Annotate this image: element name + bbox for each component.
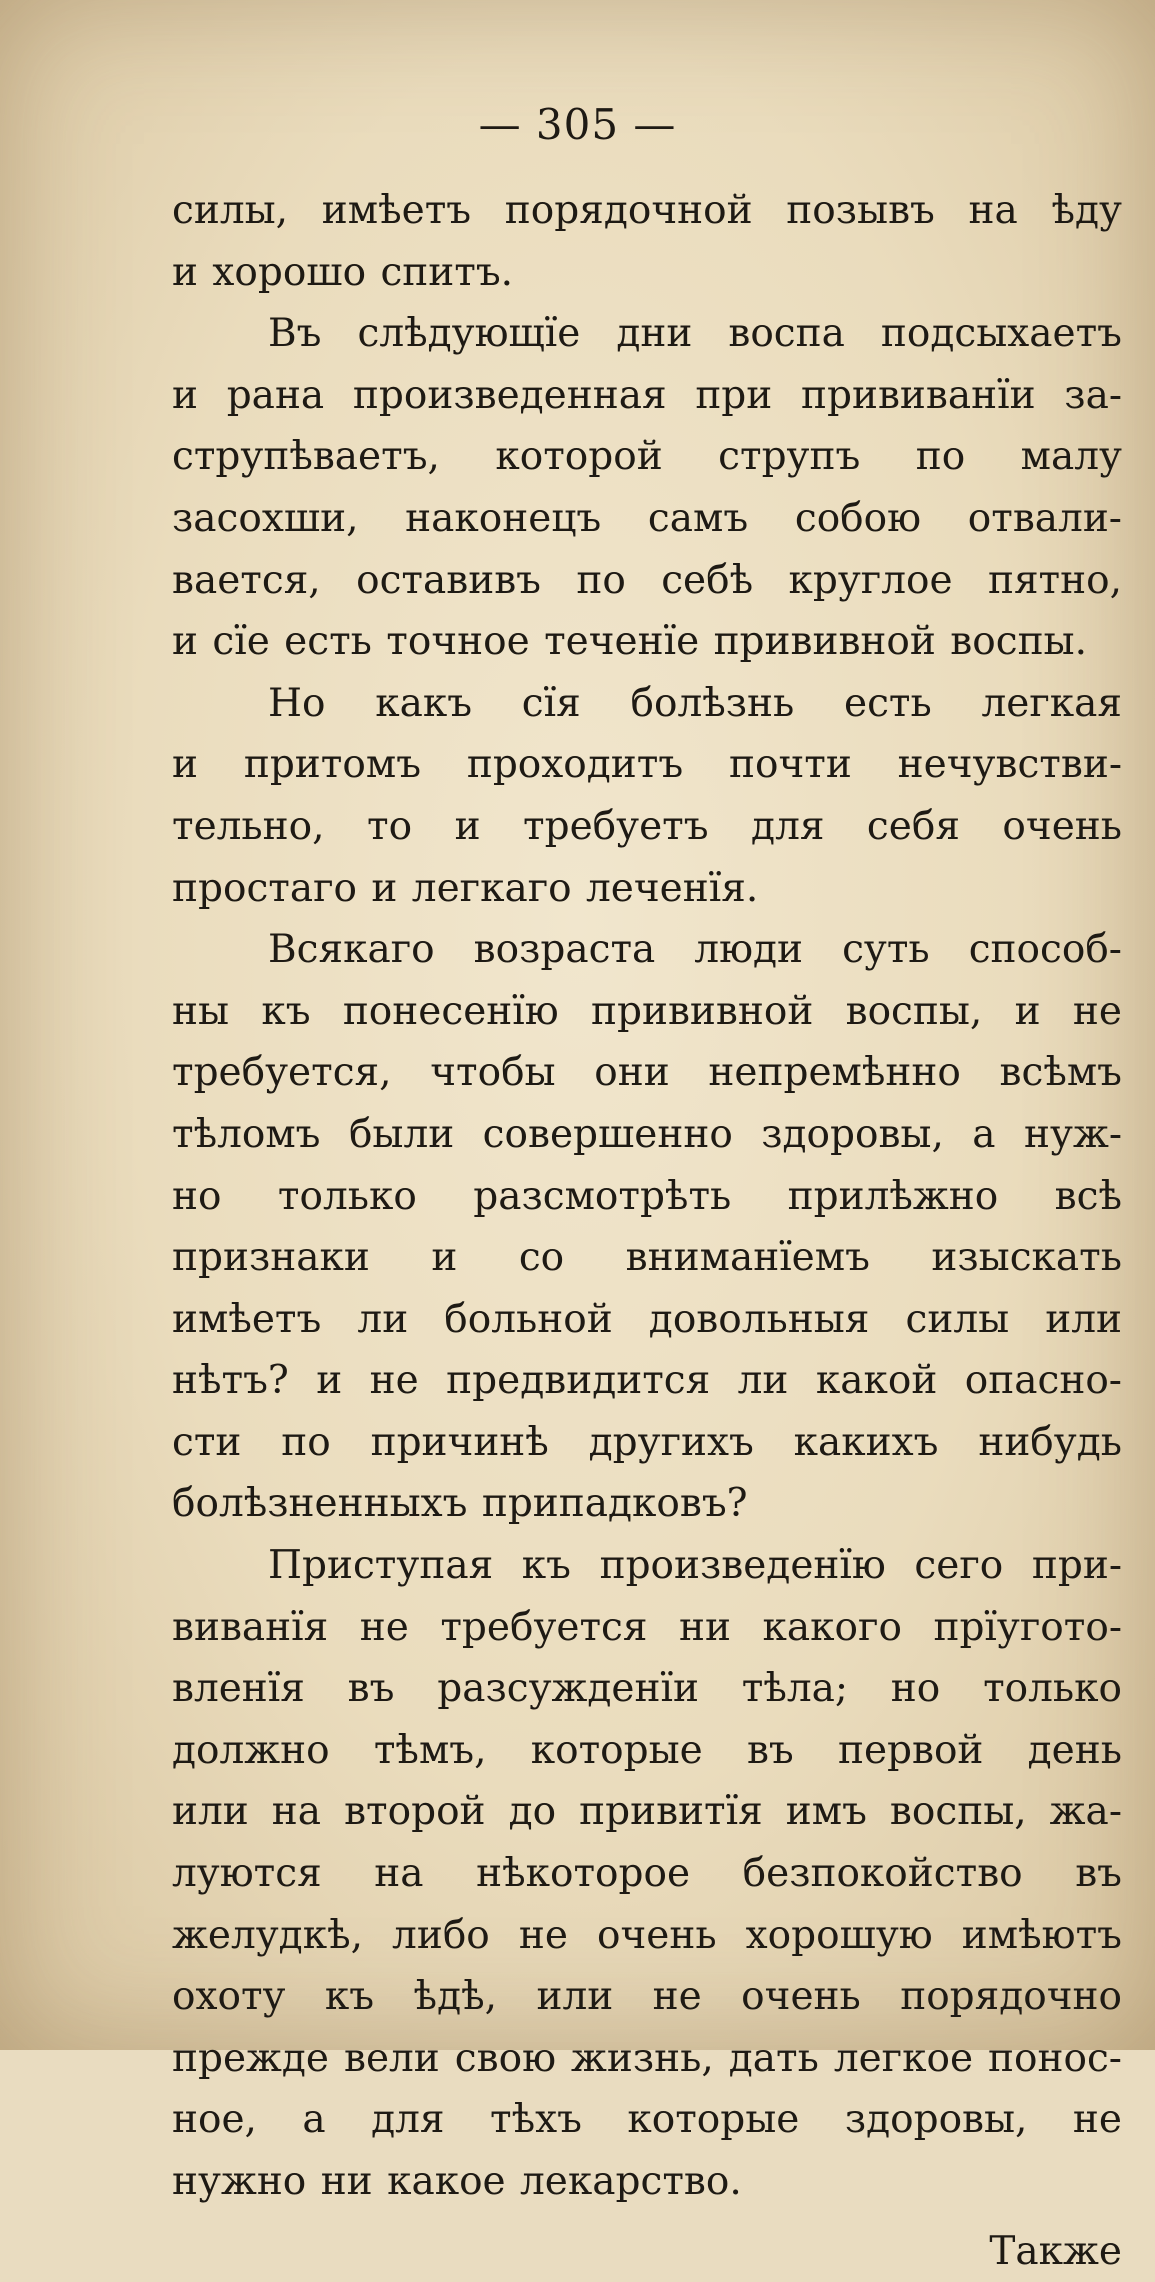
- text-line: виванїя не требуется ни какого прїугото-: [172, 1604, 1122, 1650]
- text-line: вленїя въ разсужденїи тѣла; но только: [172, 1666, 1122, 1712]
- text-line: и притомъ проходитъ почти нечувстви-: [172, 742, 1122, 788]
- text-line: но только разсмотрѣть прилѣжно всѣ: [172, 1173, 1122, 1219]
- text-line: силы, имѣетъ порядочной позывъ на ѣду: [172, 188, 1122, 233]
- text-line: и рана произведенная при прививанїи за-: [172, 372, 1122, 418]
- text-line: сти по причинѣ другихъ какихъ нибудь: [172, 1419, 1122, 1465]
- text-line: луются на нѣкоторое безпокойство въ: [172, 1851, 1122, 1897]
- text-line: Всякаго возраста люди суть способ-: [268, 927, 1122, 973]
- body-text: [172, 180, 1122, 2282]
- text-line: и хорошо спитъ.: [172, 249, 514, 295]
- text-line: охоту къ ѣдѣ, или не очень порядочно: [172, 1974, 1122, 2020]
- text-line: струпѣваетъ, которой струпъ по малу: [172, 434, 1122, 480]
- text-line: Въ слѣдующїе дни воспа подсыхаетъ: [268, 311, 1122, 357]
- text-line: тѣломъ были совершенно здоровы, а нуж-: [172, 1111, 1122, 1157]
- text-line: должно тѣмъ, которые въ первой день: [172, 1727, 1122, 1773]
- text-line: желудкѣ, либо не очень хорошую имѣютъ: [172, 1912, 1122, 1958]
- text-line: засохши, наконецъ самъ собою отвали-: [172, 495, 1122, 541]
- text-line: вается, оставивъ по себѣ круглое пятно,: [172, 557, 1122, 603]
- text-line: болѣзненныхъ припадковъ?: [172, 1481, 748, 1527]
- page-number: — 305 —: [478, 100, 677, 149]
- text-line: признаки и со вниманїемъ изыскать: [172, 1235, 1122, 1281]
- catchword: Также: [989, 2228, 1122, 2274]
- text-line: простаго и легкаго леченїя.: [172, 865, 759, 911]
- text-line: прежде вели свою жизнь, дать легкое понос-: [172, 2035, 1122, 2081]
- text-line: ное, а для тѣхъ которые здоровы, не: [172, 2097, 1122, 2143]
- text-line: нѣтъ? и не предвидится ли какой опасно-: [172, 1358, 1122, 1404]
- text-line: имѣетъ ли больной довольныя силы или: [172, 1296, 1122, 1342]
- text-line: и сїе есть точное теченїе прививной воспы.: [172, 619, 1087, 665]
- text-line: Приступая къ произведенїю сего при-: [268, 1543, 1122, 1589]
- text-line: ны къ понесенїю прививной воспы, и не: [172, 988, 1122, 1034]
- text-line: или на второй до привитїя имъ воспы, жа-: [172, 1789, 1122, 1835]
- text-line: нужно ни какое лекарство.: [172, 2159, 742, 2204]
- text-line: тельно, то и требуетъ для себя очень: [172, 803, 1122, 849]
- text-line: Но какъ сїя болѣзнь есть легкая: [268, 680, 1122, 726]
- text-line: требуется, чтобы они непремѣнно всѣмъ: [172, 1050, 1122, 1096]
